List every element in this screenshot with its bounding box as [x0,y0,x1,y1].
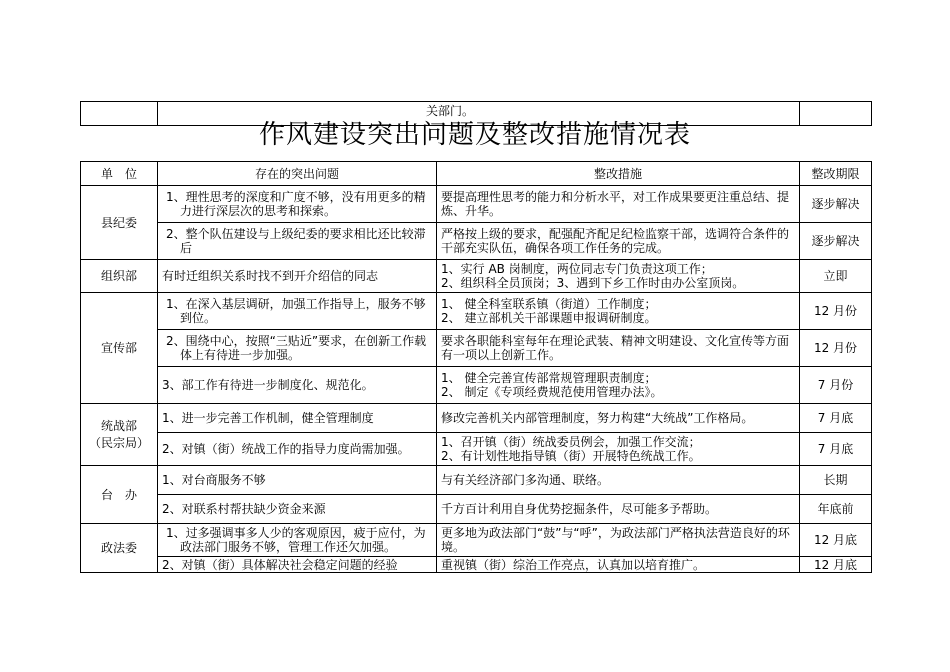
table-header-row [81,162,872,186]
header-problem: 存在的突出问题 [158,162,437,186]
deadline-cell: 逐步解决 [800,223,872,260]
problem-cell: 1、过多强调事多人少的客观原因，疲于应付，为政法部门服务不够，管理工作还欠加强。 [158,524,437,557]
table-row [81,524,872,557]
deadline-cell: 12 月份 [800,293,872,330]
problem-cell: 1、对台商服务不够 [158,466,437,495]
problem-cell: 2、对镇（街）具体解决社会稳定问题的经验 [158,557,437,573]
header-unit: 单 位 [81,162,158,186]
measure-cell: 更多地为政法部门“鼓”与“呼”，为政法部门严格执法营造良好的环境。 [437,524,800,557]
table-row [81,223,872,260]
header-deadline: 整改期限 [800,162,872,186]
problem-cell: 有时迁组织关系时找不到开介绍信的同志 [158,260,437,293]
table-row [81,260,872,293]
table-row [81,293,872,330]
problem-cell: 1、理性思考的深度和广度不够，没有用更多的精力进行深层次的思考和探索。 [158,186,437,223]
problem-cell: 1、在深入基层调研，加强工作指导上，服务不够到位。 [158,293,437,330]
table-row [81,330,872,367]
measure-cell: 与有关经济部门多沟通、联络。 [437,466,800,495]
table-row [81,433,872,466]
measure-cell: 严格按上级的要求，配强配齐配足纪检监察干部，选调符合条件的干部充实队伍，确保各项工作任务的完成。 [437,223,800,260]
table-row [81,186,872,223]
unit-cell: 台 办 [81,466,158,524]
deadline-cell: 7 月底 [800,433,872,466]
unit-cell: 宣传部 [81,293,158,404]
rectification-table [80,161,872,573]
problem-cell: 2、对联系村帮扶缺少资金来源 [158,495,437,524]
problem-cell: 3、部工作有待进一步制度化、规范化。 [158,367,437,404]
unit-cell: 组织部 [81,260,158,293]
problem-cell: 2、对镇（街）统战工作的指导力度尚需加强。 [158,433,437,466]
measure-cell: 1、召开镇（街）统战委员例会，加强工作交流； 2、有计划性地指导镇（街）开展特色统战工作。 [437,433,800,466]
problem-cell: 2、围绕中心，按照“三贴近”要求，在创新工作载体上有待进一步加强。 [158,330,437,367]
deadline-cell: 7 月底 [800,404,872,433]
measure-cell: 1、 健全科室联系镇（街道）工作制度； 2、 建立部机关干部课题申报调研制度。 [437,293,800,330]
table-row [81,557,872,573]
measure-cell: 千方百计利用自身优势挖掘条件，尽可能多予帮助。 [437,495,800,524]
header-measure: 整改措施 [437,162,800,186]
table-row [81,495,872,524]
measure-cell: 重视镇（街）综治工作亮点，认真加以培育推广。 [437,557,800,573]
deadline-cell: 12 月份 [800,330,872,367]
prev-page-fragment: 关部门。 [158,102,800,126]
measure-cell: 要求各职能科室每年在理论武装、精神文明建设、文化宣传等方面有一项以上创新工作。 [437,330,800,367]
unit-cell: 政法委 [81,524,158,573]
unit-cell: 统战部 （民宗局） [81,404,158,466]
deadline-cell: 12 月底 [800,557,872,573]
unit-cell: 县纪委 [81,186,158,260]
measure-cell: 修改完善机关内部管理制度，努力构建“大统战”工作格局。 [437,404,800,433]
problem-cell: 1、进一步完善工作机制，健全管理制度 [158,404,437,433]
table-row [81,466,872,495]
deadline-cell: 12 月底 [800,524,872,557]
deadline-cell: 逐步解决 [800,186,872,223]
deadline-cell: 7 月份 [800,367,872,404]
deadline-cell: 长期 [800,466,872,495]
table-row [81,367,872,404]
problem-cell: 2、整个队伍建设与上级纪委的要求相比还比较滞后 [158,223,437,260]
measure-cell: 1、实行 AB 岗制度，两位同志专门负责这项工作； 2、组织科全员顶岗；3、遇到下乡工作时由办公室顶岗。 [437,260,800,293]
measure-cell: 1、 健全完善宣传部常规管理职责制度； 2、 制定《专项经费规范使用管理办法》。 [437,367,800,404]
deadline-cell: 立即 [800,260,872,293]
page-title: 作风建设突出问题及整改措施情况表 [258,120,691,150]
table-row [81,404,872,433]
measure-cell: 要提高理性思考的能力和分析水平，对工作成果要更注重总结、提炼、升华。 [437,186,800,223]
deadline-cell: 年底前 [800,495,872,524]
